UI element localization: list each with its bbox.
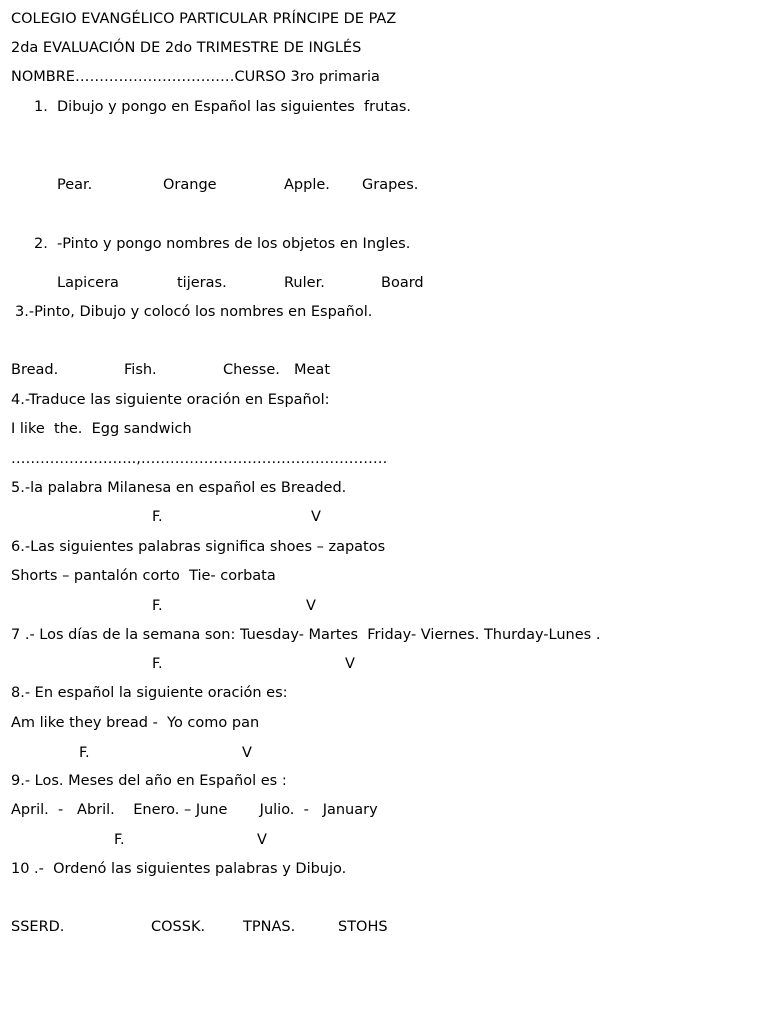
q4-sentence: I like the. Egg sandwich [11,421,192,437]
q6-false-option: F. [152,598,163,614]
q9-text-2: April. - Abril. Enero. – June Julio. - January [11,802,378,818]
q6-text: 6.-Las siguientes palabras significa shoes – zapatos [11,539,386,555]
q7-false-option: F. [152,656,163,672]
q8-text-2: Am like they bread - Yo como pan [11,715,260,731]
q1-word-4: Grapes. [362,177,419,193]
q7-true-option: V [345,656,355,672]
q3-text: 3.-Pinto, Dibujo y colocó los nombres en Español. [15,304,373,320]
q10-word-4: STOHS [338,919,388,935]
q2-word-4: Board [381,275,424,291]
q8-false-option: F. [79,745,90,761]
q1-text: Dibujo y pongo en Español las siguientes frutas. [57,99,412,115]
q4-text: 4.-Traduce las siguiente oración en Español: [11,392,330,408]
q8-text: 8.- En español la siguiente oración es: [11,685,288,701]
q7-text: 7 .- Los días de la semana son: Tuesday- Martes Friday- Viernes. Thurday-Lunes . [11,627,601,643]
q3-word-1: Bread. [11,362,59,378]
q9-true-option: V [257,832,267,848]
exam-title: 2da EVALUACIÓN DE 2do TRIMESTRE DE INGLÉS [11,40,362,56]
q6-text-2: Shorts – pantalón corto Tie- corbata [11,568,276,584]
school-name: COLEGIO EVANGÉLICO PARTICULAR PRÍNCIPE DE PAZ [11,11,397,27]
q2-word-1: Lapicera [57,275,119,291]
q10-word-1: SSERD. [11,919,65,935]
q9-false-option: F. [114,832,125,848]
q1-word-2: Orange [163,177,217,193]
q2-text: -Pinto y pongo nombres de los objetos en Ingles. [57,236,411,252]
q9-text: 9.- Los. Meses del año en Español es : [11,773,287,789]
q3-word-4: Meat [294,362,331,378]
q10-text: 10 .- Ordenó las siguientes palabras y Dibujo. [11,861,347,877]
q8-true-option: V [242,745,252,761]
name-course-line: NOMBRE……………………………CURSO 3ro primaria [11,69,380,85]
q6-true-option: V [306,598,316,614]
q2-number: 2. [34,236,48,252]
q10-word-2: COSSK. [151,919,206,935]
q2-word-3: Ruler. [284,275,325,291]
q1-number: 1. [34,99,48,115]
q5-text: 5.-la palabra Milanesa en español es Breaded. [11,480,347,496]
q1-word-3: Apple. [284,177,330,193]
q5-true-option: V [311,509,321,525]
q5-false-option: F. [152,509,163,525]
q10-word-3: TPNAS. [243,919,296,935]
q3-word-3: Chesse. [223,362,280,378]
q2-word-2: tijeras. [177,275,227,291]
q3-word-2: Fish. [124,362,157,378]
q4-answer-line: ……………………..,…………………………………………… [11,451,388,467]
q1-word-1: Pear. [57,177,93,193]
